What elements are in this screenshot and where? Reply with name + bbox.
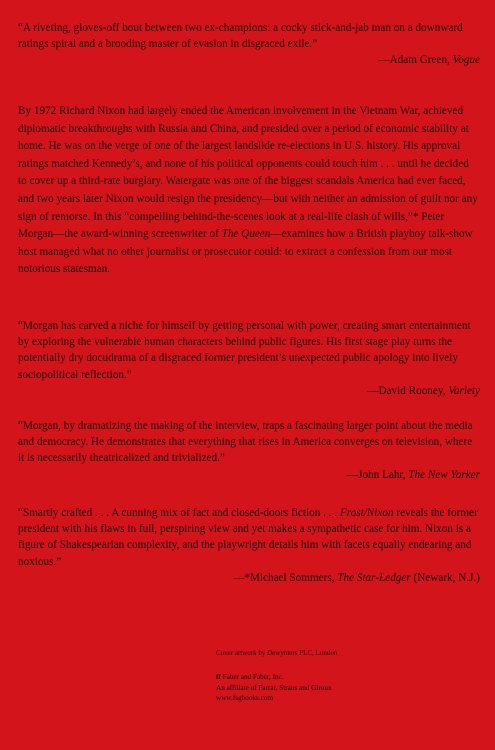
quote-text: “Morgan, by dramatizing the making of the interview, traps a fascinating larger point about the media and democracy. He demonstrates that everything that rises in America converges on television, where it is necessarily theatricalized and trivialized.” [18,420,473,465]
quote-text: “Morgan has carved a niche for himself by getting personal with power, creating smart entertainment by exploring the vulnerable human characters behind public figures. His first stage play turns the potentially dry docudrama of a disgraced former president’s unexpected public apology into lively sociopolitical reflection.” [18,320,471,381]
quote-attribution [18,570,480,586]
synopsis-part2: —examines how a British playboy talk-show host managed what no other journalist or prosecutor could: to extract a confession from our most notorious statesman. [18,228,473,276]
quote-new-yorker [18,418,480,483]
publisher-name-line [216,672,332,683]
quote-author: —John Lahr, [346,468,406,481]
quote-variety [18,318,480,399]
synopsis-title: The Queen [221,228,271,241]
quote-attribution [18,52,480,68]
ff-logo-mark: ff [216,673,221,681]
synopsis [18,103,480,279]
quote-attribution [18,383,480,399]
quote-vogue [18,20,480,69]
quote-star-ledger [18,505,480,586]
quote-author: —Adam Green, [378,54,450,67]
quote-source: The Star-Ledger [337,571,411,584]
quote-title: Frost/Nixon [339,507,394,519]
quote-source: The New Yorker [408,468,480,481]
synopsis-text [18,103,480,279]
quote-text-a: “Smartly crafted . . . A cunning mix of fact and closed-doors fiction . . . [18,507,338,519]
publisher-name: Faber and Faber, Inc. [222,673,284,681]
quote-attribution [18,467,480,483]
quote-source: Vogue [452,54,480,67]
quote-source: Variety [448,384,480,397]
publisher-block [216,672,332,704]
quote-text: “A riveting, gloves-off bout between two ex-champions: a cocky stick-and-jab man on a downward ratings spiral and a brooding master of evasion in disgraced exile.” [18,22,463,51]
quote-author: —*Michael Sommers, [233,571,335,584]
quote-text [18,505,480,570]
quote-author: —David Rooney, [367,384,446,397]
quote-location: (Newark, N.J.) [413,571,480,584]
publisher-url[interactable]: www.fsgbooks.com [216,694,274,703]
cover-credit: Cover artwork by Dewynters PLC, London [216,649,338,657]
quote-text-b: reveals the former president with his flaws in full, perspiring view and yet makes a sympathetic case for him. Nixon is a figure of Shakespearian complexity, and the playwright details him with facets equally endearing and noxious.” [18,507,478,568]
synopsis-part1: By 1972 Richard Nixon had largely ended the American involvement in the Vietnam War, achieved diplomatic breakthroughs with Russia and China, and presided over a period of economic stability at home. He was on the verge of one of the largest landslide re-elections in U.S. history. His approval ratings matched Kennedy’s, and none of his political opponents could touch him . . . until he decided to cover up a third-rate burglary. Watergate was one of the biggest scandals America had ever faced, and two years later Nixon would resign the presidency—but with neither an admission of guilt nor any sign of remorse. In this “compelling behind-the-scenes look at a real-life clash of wills,”* Peter Morgan—the award-winning screenwriter of [18,105,478,241]
publisher-affiliate: An affiliate of Farrar, Straus and Giroux [216,683,332,692]
